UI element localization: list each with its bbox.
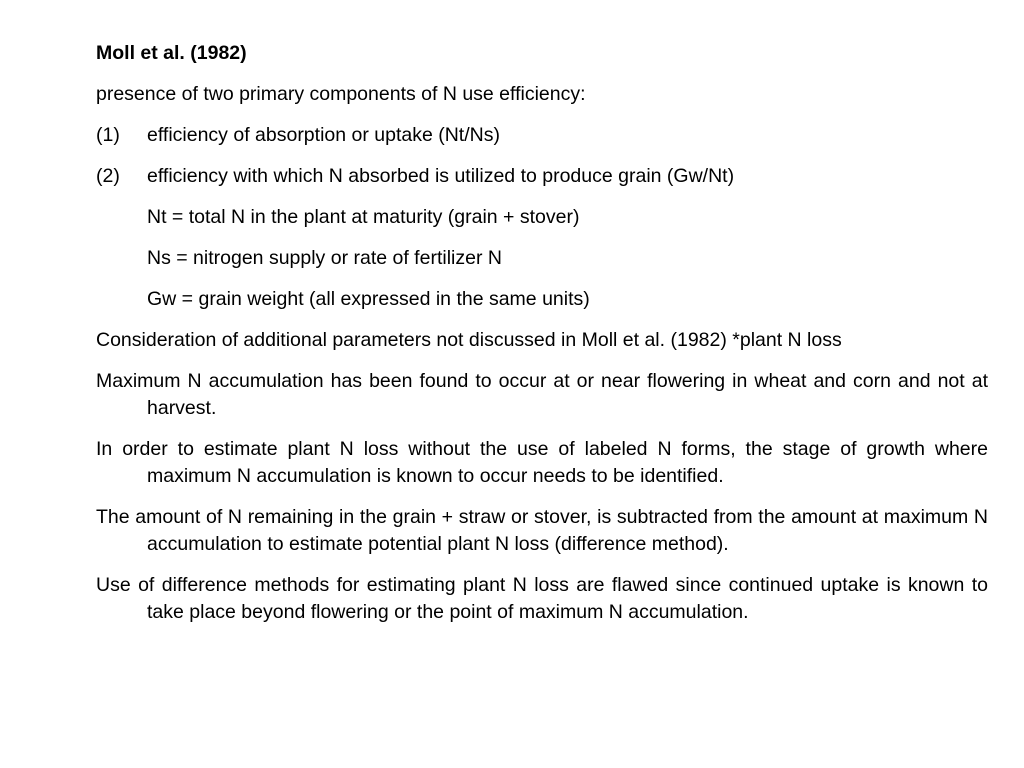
- definition-nt: Nt = total N in the plant at maturity (grain + stover): [147, 206, 580, 228]
- paragraph-estimate-loss: In order to estimate plant N loss without the use of labeled N forms, the stage of growth where maximum N accumulation is known to occur needs to be identified.: [96, 438, 988, 487]
- component-item-1: [96, 122, 988, 149]
- paragraph-max-accumulation: Maximum N accumulation has been found to occur at or near flowering in wheat and corn and not at harvest.: [96, 370, 988, 419]
- intro-text: presence of two primary components of N use efficiency:: [96, 83, 586, 105]
- component-item-2: [96, 163, 988, 190]
- slide-content: [96, 40, 988, 640]
- component-text: efficiency with which N absorbed is utilized to produce grain (Gw/Nt): [147, 165, 735, 187]
- definition-ns: Ns = nitrogen supply or rate of fertilizer N: [147, 247, 502, 269]
- paragraph-difference-method: The amount of N remaining in the grain + straw or stover, is subtracted from the amount at maximum N accumulation to estimate potential plant N loss (difference method).: [96, 506, 988, 555]
- component-number: (1): [96, 124, 120, 146]
- slide-title: Moll et al. (1982): [96, 42, 247, 64]
- paragraph-flawed-methods: Use of difference methods for estimating plant N loss are flawed since continued uptake is known to take place beyond flowering or the point of maximum N accumulation.: [96, 574, 988, 623]
- definition-gw: Gw = grain weight (all expressed in the same units): [147, 288, 590, 310]
- component-number: (2): [96, 165, 120, 187]
- paragraph-additional-parameters: Consideration of additional parameters not discussed in Moll et al. (1982) *plant N loss: [96, 329, 842, 351]
- component-text: efficiency of absorption or uptake (Nt/Ns): [147, 124, 500, 146]
